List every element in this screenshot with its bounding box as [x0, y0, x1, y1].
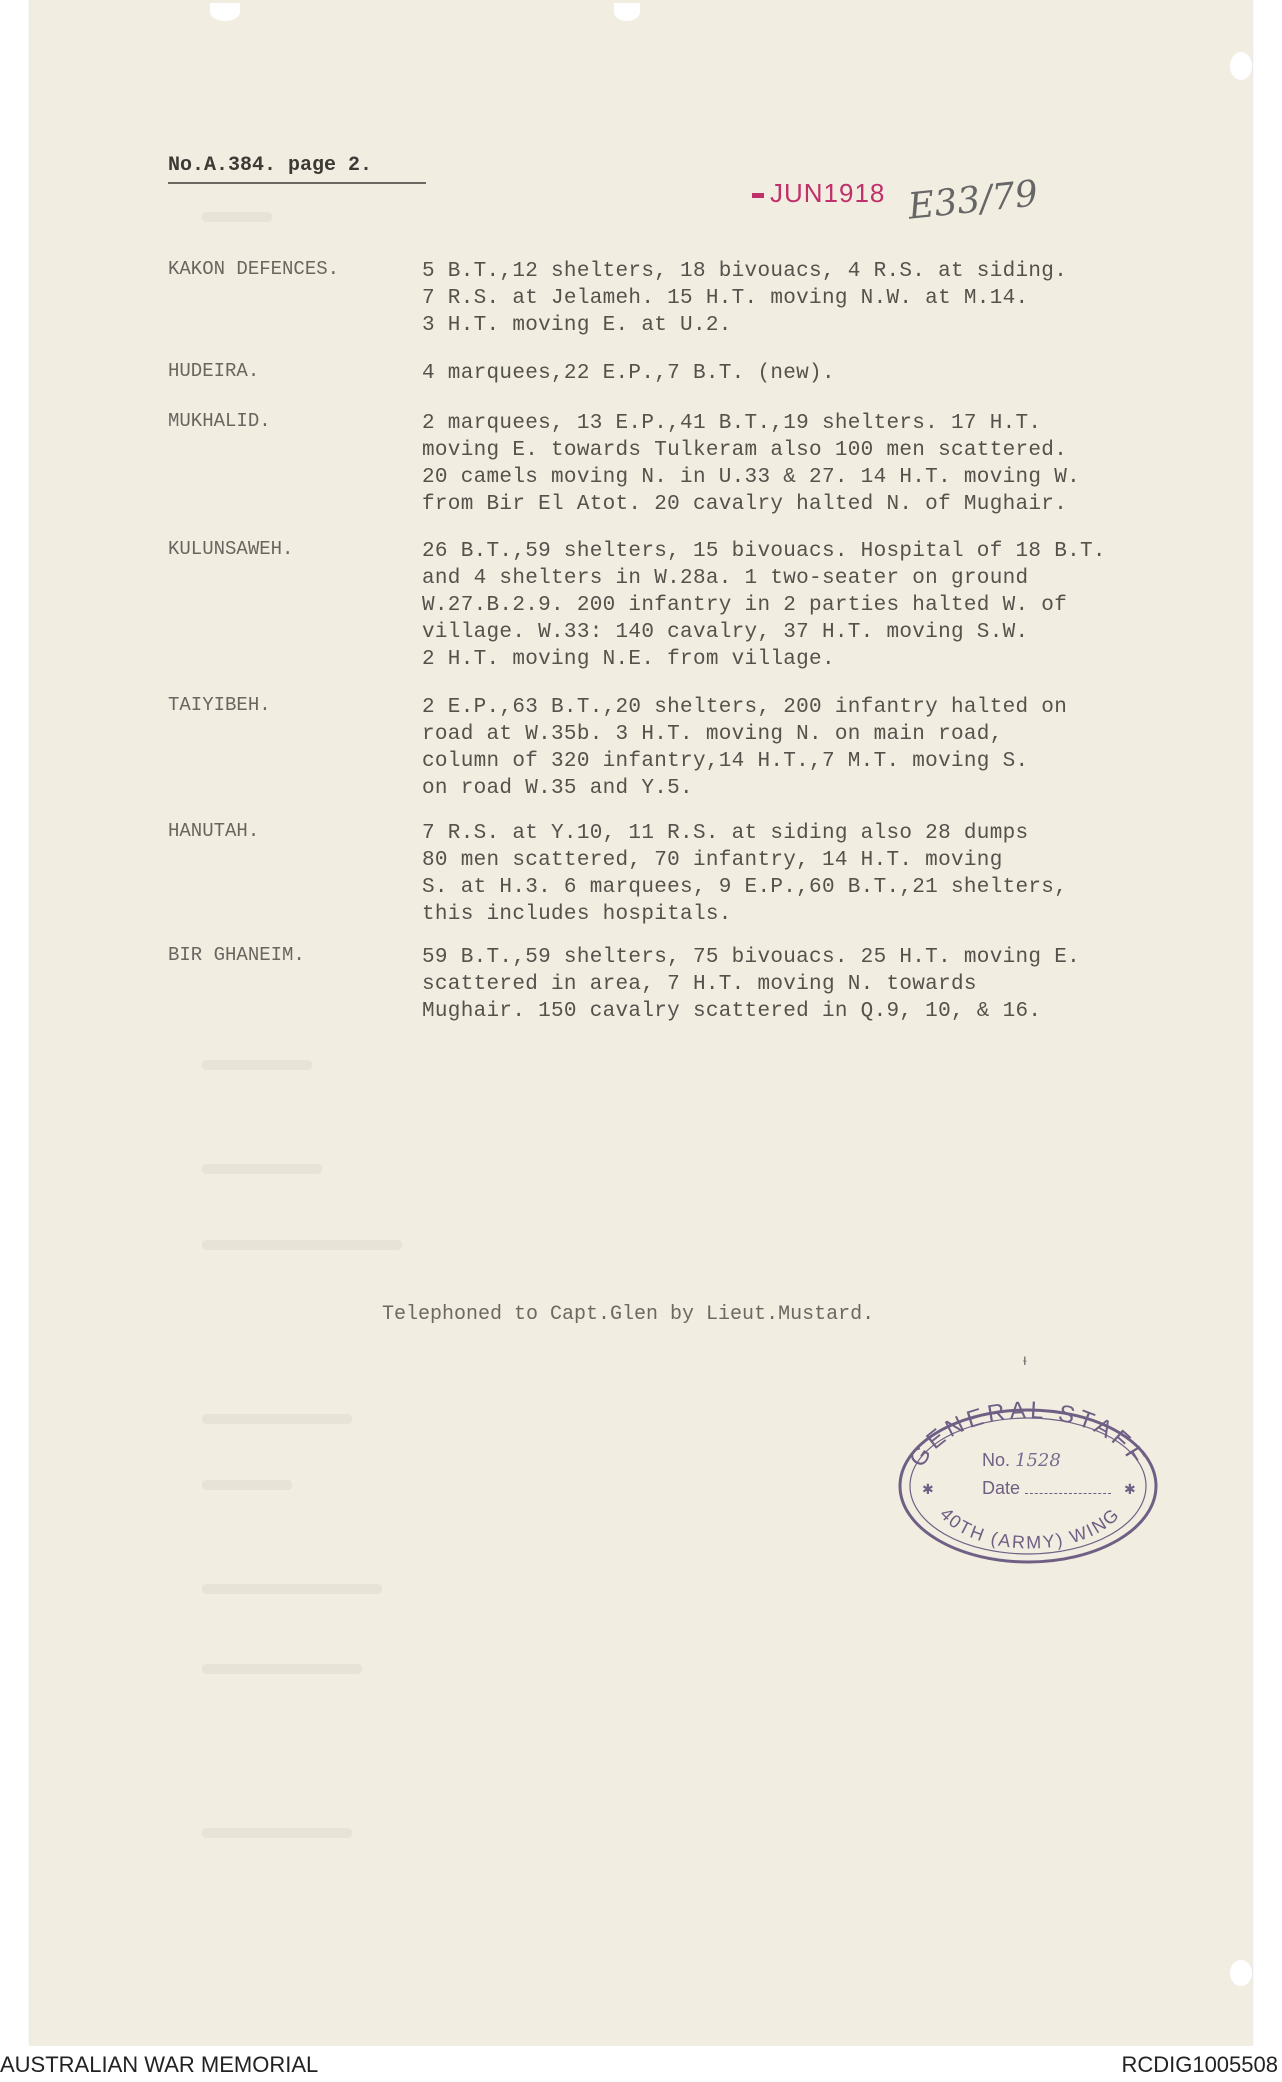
show-through	[202, 1828, 352, 1838]
entry-place: KULUNSAWEH.	[168, 538, 294, 560]
entry-text: 4 marquees,22 E.P.,7 B.T. (new).	[422, 362, 835, 385]
entry-place: HUDEIRA.	[168, 360, 260, 382]
entry-place: HANUTAH.	[168, 820, 260, 842]
show-through	[202, 212, 272, 222]
page-header: No.A.384. page 2.	[168, 154, 373, 177]
entry-place: TAIYIBEH.	[168, 694, 271, 716]
punch-hole	[614, 3, 640, 21]
entry-text: 7 R.S. at Y.10, 11 R.S. at siding also 28 dumps 80 men scattered, 70 infantry, 14 H.T. moving S. at H.3. 6 marquees, 9 E.P.,60 B.T.,21 shelters, this includes hospitals.	[422, 822, 1068, 926]
punch-hole	[210, 3, 240, 21]
stamp-no-value: 1528	[1015, 1450, 1061, 1471]
entry-place: BIR GHANEIM.	[168, 944, 305, 966]
punch-hole	[1230, 1960, 1252, 1986]
show-through	[202, 1060, 312, 1070]
show-through	[202, 1240, 402, 1250]
entry-place: KAKON DEFENCES.	[168, 258, 340, 280]
entry-text: 2 marquees, 13 E.P.,41 B.T.,19 shelters. 17 H.T. moving E. towards Tulkeram also 100 men scattered. 20 camels moving N. in U.33 & 27. 14 H.T. moving W. from Bir El Atot. 20 cavalry halted N. of Mughair.	[422, 412, 1081, 516]
show-through	[202, 1584, 382, 1594]
date-stamp-dash	[752, 193, 764, 198]
pencil-mark: ᵻ	[1020, 1352, 1030, 1370]
entry-place: MUKHALID.	[168, 410, 271, 432]
document-page	[30, 0, 1252, 2046]
date-stamp	[752, 178, 885, 209]
institution-name: AUSTRALIAN WAR MEMORIAL	[0, 2052, 319, 2077]
entry-text: 2 E.P.,63 B.T.,20 shelters, 200 infantry halted on road at W.35b. 3 H.T. moving N. on main road, column of 320 infantry,14 H.T.,7 M.T. moving S. on road W.35 and Y.5.	[422, 696, 1068, 800]
show-through	[202, 1480, 292, 1490]
stamp-arc-bottom: 40TH (ARMY) WING	[936, 1503, 1124, 1553]
stamp-arc-top: GENERAL STAFF	[904, 1398, 1152, 1472]
show-through	[202, 1414, 352, 1424]
show-through	[202, 1164, 322, 1174]
telephone-note: Telephoned to Capt.Glen by Lieut.Mustard.	[382, 1303, 875, 1326]
star-icon: ✱	[1124, 1481, 1136, 1497]
show-through	[202, 1664, 362, 1674]
stamp-no-label: No.	[982, 1450, 1011, 1470]
general-staff-stamp	[892, 1398, 1162, 1564]
record-id: RCDIG1005508	[1121, 2052, 1278, 2077]
archive-caption-bar	[0, 2046, 1282, 2082]
stamp-date-label: Date	[982, 1478, 1021, 1498]
header-underline	[168, 182, 426, 184]
punch-hole	[1230, 52, 1252, 80]
handwritten-reference: E33/79	[906, 173, 1040, 228]
entry-text: 5 B.T.,12 shelters, 18 bivouacs, 4 R.S. at siding. 7 R.S. at Jelameh. 15 H.T. moving N.W. at M.14. 3 H.T. moving E. at U.2.	[422, 260, 1068, 337]
entry-text: 59 B.T.,59 shelters, 75 bivouacs. 25 H.T. moving E. scattered in area, 7 H.T. moving N. towards Mughair. 150 cavalry scattered in Q.9, 10, & 16.	[422, 946, 1081, 1023]
entry-text: 26 B.T.,59 shelters, 15 bivouacs. Hospital of 18 B.T. and 4 shelters in W.28a. 1 two-seater on ground W.27.B.2.9. 200 infantry in 2 parties halted W. of village. W.33: 140 cavalry, 37 H.T. moving S.W. 2 H.T. moving N.E. from village.	[422, 540, 1106, 671]
date-stamp-text: JUN1918	[770, 178, 886, 208]
stamp-fields	[982, 1450, 1132, 1506]
stamp-date-blank	[1025, 1493, 1111, 1494]
star-icon: ✱	[922, 1481, 934, 1497]
